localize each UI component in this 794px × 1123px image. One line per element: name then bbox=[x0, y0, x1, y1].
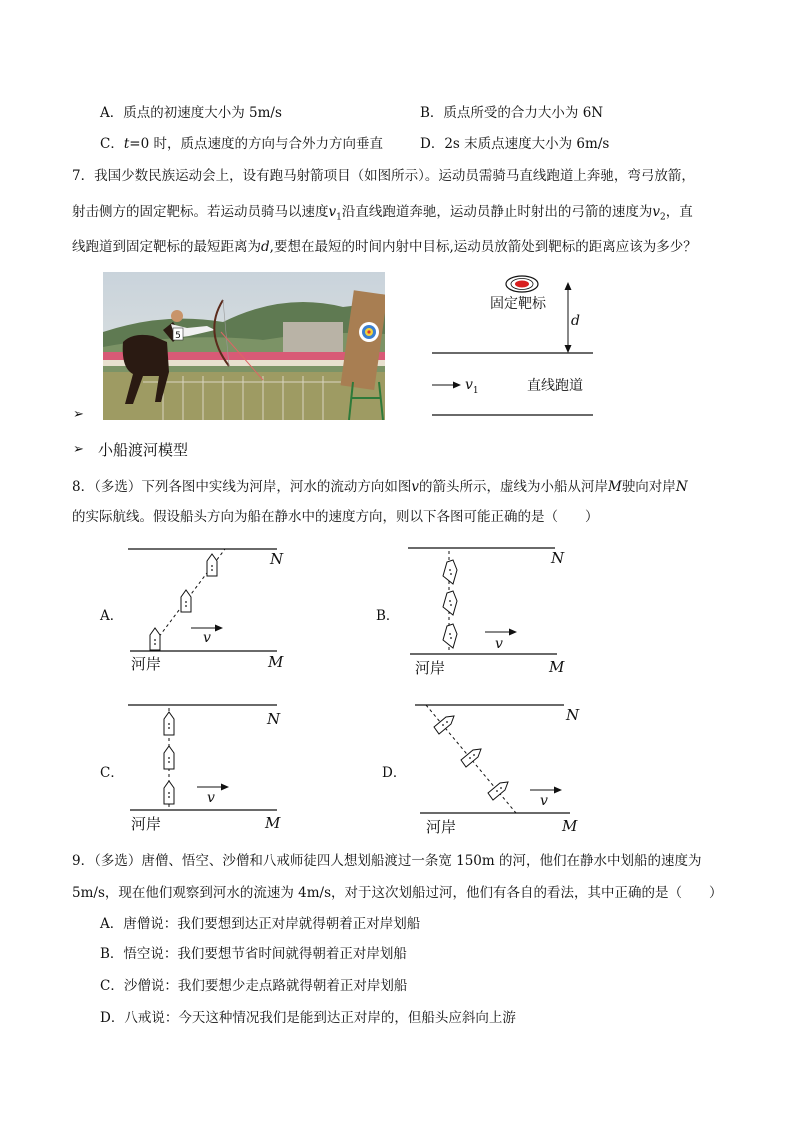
flow-v-label: v bbox=[203, 630, 211, 646]
flow-arrow-icon bbox=[554, 787, 562, 794]
q8-option-b-label: B． bbox=[376, 608, 400, 624]
bank-m-label: M bbox=[549, 658, 565, 676]
q9-option-d: D．八戒说：今天这种情况我们是能到达正对岸的，但船头应斜向上游 bbox=[100, 1010, 516, 1026]
boat-icon bbox=[181, 590, 191, 612]
q9-option-c: C．沙僧说：我们要想少走点路就得朝着正对岸划船 bbox=[100, 978, 408, 994]
boat-icon bbox=[443, 591, 457, 615]
flow-arrow-icon bbox=[215, 625, 223, 632]
bank-m-label: M bbox=[265, 814, 281, 832]
q8-option-c-label: C． bbox=[100, 765, 124, 781]
distance-label: d bbox=[571, 313, 580, 329]
section-title: 小船渡河模型 bbox=[98, 441, 189, 459]
bank-n-label: N bbox=[566, 706, 580, 724]
q9-text-line1: 9．（多选）唐僧、悟空、沙僧和八戒师徒四人想划船渡过一条宽 150m 的河，他们在静水中划船的速度为 bbox=[72, 853, 702, 869]
q6-option-a: A．质点的初速度大小为 5m/s bbox=[100, 105, 282, 121]
flow-arrow-icon bbox=[509, 629, 517, 636]
bank-label: 河岸 bbox=[131, 815, 162, 833]
target-label: 固定靶标 bbox=[490, 296, 546, 312]
q6-option-b: B．质点所受的合力大小为 6N bbox=[420, 105, 604, 121]
bank-m-label: M bbox=[268, 653, 284, 671]
q9-text-line2: 5m/s，现在他们观察到河水的流速为 4m/s，对于这次划船过河，他们有各自的看法，其中正确的是（ ） bbox=[72, 885, 723, 901]
speed-label: $v_1$ bbox=[465, 377, 479, 396]
bank-label: 河岸 bbox=[426, 818, 457, 836]
boat-icon bbox=[207, 554, 217, 576]
q8-option-a-label: A． bbox=[100, 608, 124, 624]
q7-text-line2: 射击侧方的固定靶标。若运动员骑马以速度$v_1$沿直线跑道奔驰，运动员静止时射出的弓箭的速度为$v_2$，直 bbox=[72, 204, 693, 223]
q6-option-d: D．2s 末质点速度大小为 6m/s bbox=[420, 136, 610, 152]
q8-diagram-b bbox=[405, 540, 575, 680]
q7-bullet: ➢ bbox=[73, 407, 84, 422]
q9-option-b: B．悟空说：我们要想节省时间就得朝着正对岸划船 bbox=[100, 946, 407, 962]
q8-diagram-c bbox=[125, 697, 295, 837]
flow-v-label: v bbox=[540, 793, 548, 809]
flow-v-label: v bbox=[207, 790, 215, 806]
bank-n-label: N bbox=[270, 550, 284, 568]
boat-icon bbox=[461, 749, 481, 767]
boat-icon bbox=[443, 624, 457, 648]
boat-icon bbox=[434, 716, 454, 734]
track-label: 直线跑道 bbox=[527, 378, 583, 394]
velocity-arrow-icon bbox=[453, 382, 461, 389]
bank-n-label: N bbox=[551, 549, 565, 567]
bank-label: 河岸 bbox=[415, 659, 446, 677]
bank-n-label: N bbox=[267, 710, 281, 728]
q8-text-line1: 8．（多选）下列各图中实线为河岸，河水的流动方向如图v的箭头所示，虚线为小船从河岸M驶向对岸N bbox=[72, 479, 688, 495]
horseback-archery-photo bbox=[103, 272, 385, 420]
section-bullet: ➢ bbox=[73, 442, 84, 457]
q8-option-d-label: D． bbox=[382, 765, 407, 781]
flow-arrow-icon bbox=[221, 784, 229, 791]
boat-icon bbox=[488, 782, 508, 800]
q6-option-c: C．t=0 时，质点速度的方向与合外力方向垂直 bbox=[100, 136, 383, 152]
boat-icon bbox=[443, 560, 457, 584]
q8-text-line2: 的实际航线。假设船头方向为船在静水中的速度方向，则以下各图可能正确的是（ ） bbox=[72, 509, 599, 525]
target-track-diagram bbox=[425, 270, 605, 420]
q8-diagram-d bbox=[412, 697, 587, 842]
bank-label: 河岸 bbox=[131, 655, 162, 673]
bank-m-label: M bbox=[562, 817, 578, 835]
q8-diagram-a bbox=[125, 540, 295, 680]
boat-icon bbox=[150, 628, 160, 650]
q7-text-line1: 7．我国少数民族运动会上，设有跑马射箭项目（如图所示）。运动员需骑马直线跑道上奔驰，弯弓放箭， bbox=[72, 168, 695, 184]
flow-v-label: v bbox=[495, 636, 503, 652]
rider-bib-number: 5 bbox=[175, 331, 181, 341]
q9-option-a: A．唐僧说：我们要想到达正对岸就得朝着正对岸划船 bbox=[100, 916, 421, 932]
q7-text-line3: 线跑道到固定靶标的最短距离为d,要想在最短的时间内射中目标,运动员放箭处到靶标的距离应该为多少？ bbox=[72, 239, 697, 255]
